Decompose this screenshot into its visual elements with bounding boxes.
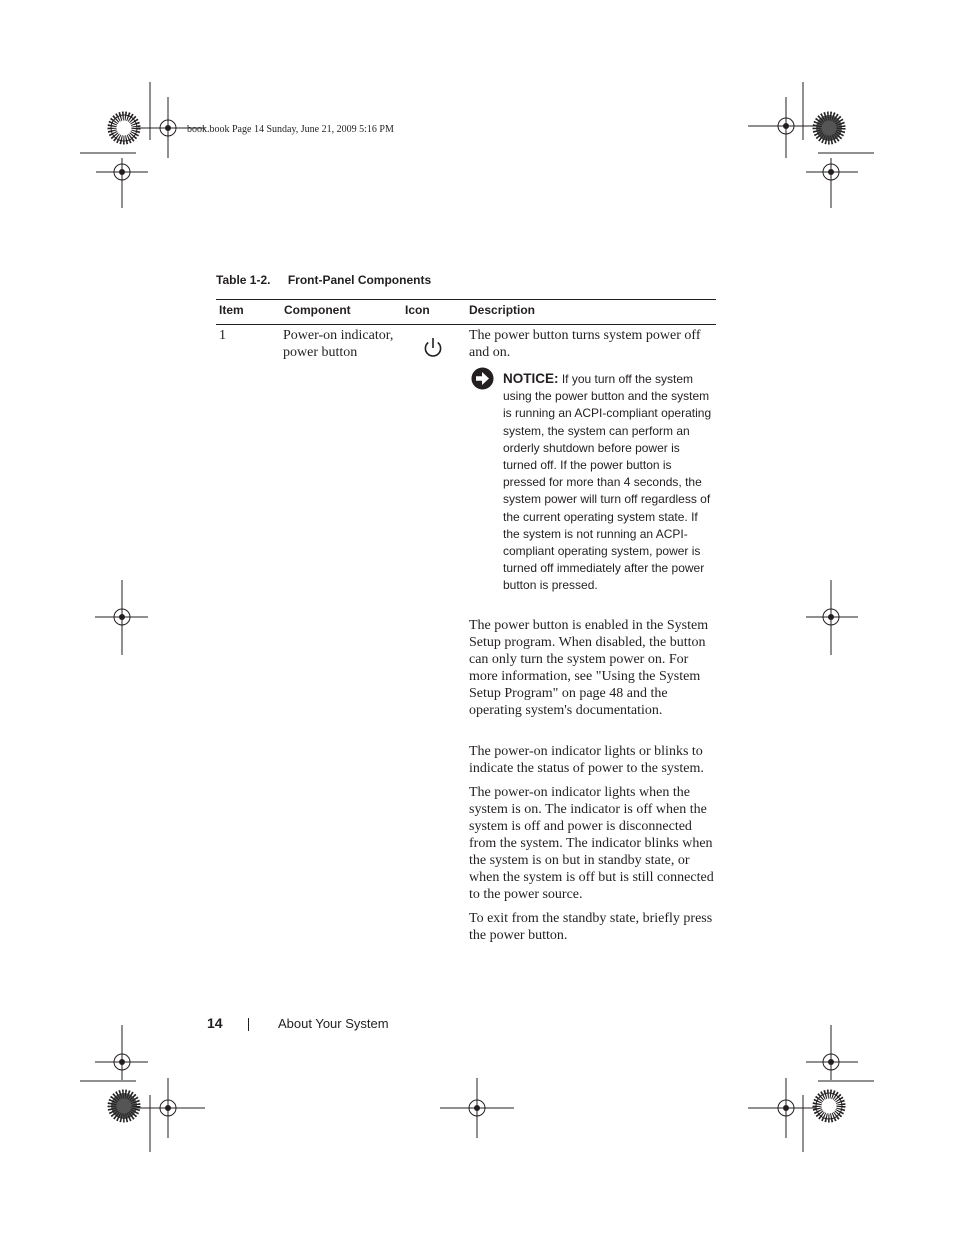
- table-caption: [216, 273, 431, 287]
- header-icon: Icon: [405, 303, 430, 317]
- table-header-rule: [216, 324, 716, 325]
- footer-divider: [248, 1018, 249, 1031]
- table-top-rule: [216, 299, 716, 300]
- notice-text: If you turn off the system using the power button and the system is running an ACPI-compliant operating system, the system can perform an orderly shutdown before power is turned off. If the power button is pressed for more than 4 seconds, the system power will turn off regardless of the current operating system state. If the system is not running an ACPI-compliant operating system, power is turned off immediately after the power button is pressed.: [503, 372, 712, 593]
- description-paragraph: To exit from the standby state, briefly press the power button.: [469, 911, 713, 943]
- cell-component: Power-on indicator, power button: [283, 328, 394, 360]
- notice-arrow-icon: [471, 367, 494, 390]
- header-description: Description: [469, 303, 536, 317]
- header-component: Component: [284, 303, 351, 317]
- table-number: Table 1-2.: [216, 273, 271, 287]
- footer-section-title: About Your System: [278, 1016, 389, 1031]
- cell-item: 1: [219, 328, 226, 343]
- notice-block: [503, 370, 717, 595]
- page-number: 14: [207, 1015, 223, 1031]
- description-paragraph: The power button is enabled in the System Setup program. When disabled, the button can only turn the system power on. For more information, see "Using the System Setup Program" on page 48 and the operating system's documentation.: [469, 618, 709, 718]
- notice-label: NOTICE:: [503, 371, 559, 386]
- cell-description-intro: The power button turns system power off and on.: [469, 328, 701, 360]
- header-item: Item: [219, 303, 244, 317]
- power-icon: [422, 337, 444, 360]
- table-title: Front-Panel Components: [287, 273, 432, 287]
- print-slug: book.book Page 14 Sunday, June 21, 2009 5:16 PM: [187, 124, 394, 135]
- description-paragraph: The power-on indicator lights or blinks to indicate the status of power to the system.: [469, 744, 704, 776]
- description-paragraph: The power-on indicator lights when the system is on. The indicator is off when the system is off and power is disconnected from the system. The indicator blinks when the system is on but in standby state, or when the system is off but is still connected to the power source.: [469, 785, 714, 902]
